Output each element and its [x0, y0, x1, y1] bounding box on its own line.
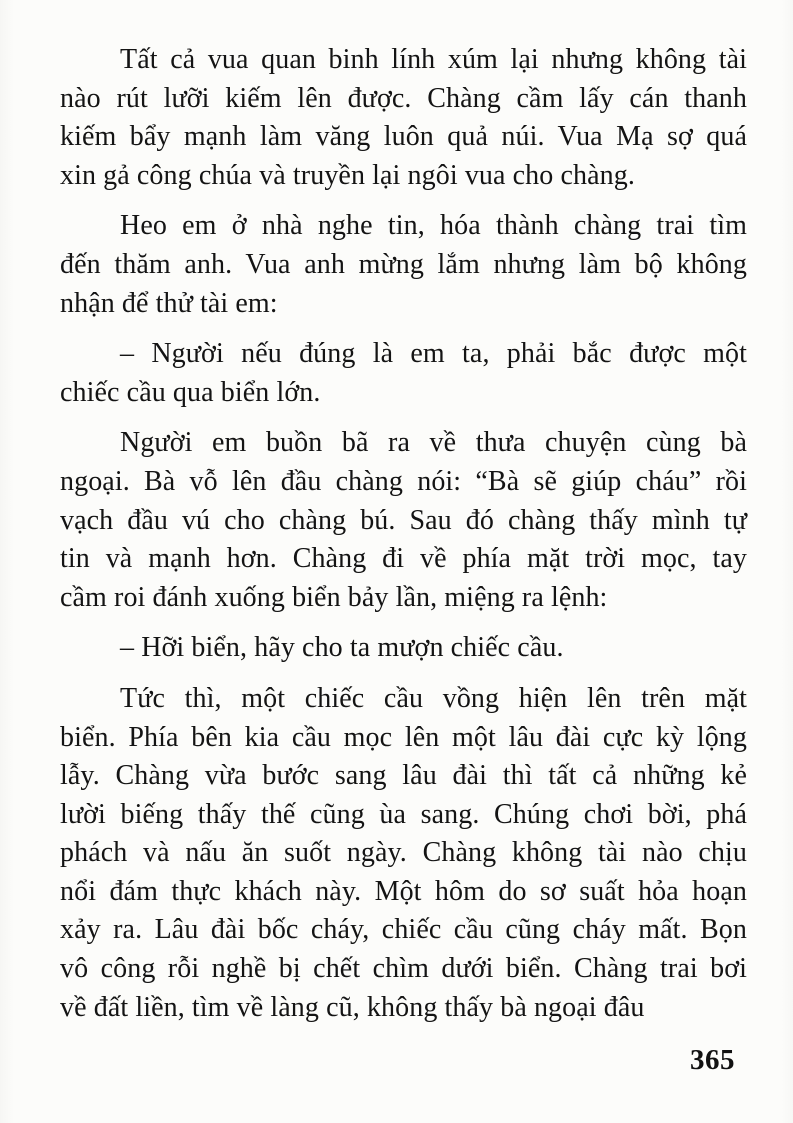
text-line: Heo em ở nhà nghe tin, hóa thành chàng trai tìm — [120, 210, 747, 242]
text-line: nào rút lưỡi kiếm lên được. Chàng cầm lấy cán thanh — [60, 82, 747, 114]
text-line: chiếc cầu qua biển lớn. — [60, 376, 321, 408]
paragraph — [60, 335, 747, 412]
text-line: kiếm bẩy mạnh làm văng luôn quả núi. Vua Mạ sợ quá — [60, 121, 747, 153]
text-line: nổi đám thực khách này. Một hôm do sơ suất hỏa hoạn — [60, 875, 747, 907]
text-line: xảy ra. Lâu đài bốc cháy, chiếc cầu cũng cháy mất. Bọn — [60, 914, 747, 946]
paragraph — [60, 207, 747, 323]
text-line: ngoại. Bà vỗ lên đầu chàng nói: “Bà sẽ giúp cháu” rồi — [60, 465, 747, 497]
text-line: vô công rỗi nghề bị chết chìm dưới biển. Chàng trai bơi — [60, 953, 747, 985]
text-line: lười biếng thấy thế cũng ùa sang. Chúng chơi bời, phá — [60, 798, 747, 830]
text-line: Tức thì, một chiếc cầu vồng hiện lên trên mặt — [120, 682, 747, 714]
text-line: – Người nếu đúng là em ta, phải bắc được một — [120, 338, 747, 370]
text-line: – Hỡi biển, hãy cho ta mượn chiếc cầu. — [120, 632, 564, 664]
text-line: đến thăm anh. Vua anh mừng lắm nhưng làm bộ không — [60, 248, 747, 280]
paragraph — [60, 41, 747, 195]
text-line: tin và mạnh hơn. Chàng đi về phía mặt trời mọc, tay — [60, 543, 747, 575]
text-line: lẫy. Chàng vừa bước sang lâu đài thì tất cả những kẻ — [60, 760, 747, 792]
text-line: Tất cả vua quan binh lính xúm lại nhưng không tài — [120, 44, 747, 75]
paragraph — [60, 680, 747, 1027]
text-line: về đất liền, tìm về làng cũ, không thấy bà ngoại đâu — [60, 991, 645, 1023]
text-line: biển. Phía bên kia cầu mọc lên một lâu đài cực kỳ lộng — [60, 721, 747, 753]
paragraph — [60, 424, 747, 617]
story-text — [60, 41, 747, 1027]
text-line: phách và nấu ăn suốt ngày. Chàng không tài nào chịu — [60, 837, 747, 869]
text-line: nhận để thử tài em: — [60, 287, 278, 319]
text-line: Người em buồn bã ra về thưa chuyện cùng bà — [120, 427, 747, 459]
text-line: xin gả công chúa và truyền lại ngôi vua cho chàng. — [60, 159, 635, 191]
text-line: vạch đầu vú cho chàng bú. Sau đó chàng thấy mình tự — [60, 504, 747, 536]
paragraph — [60, 629, 747, 668]
page-number: 365 — [690, 1044, 735, 1076]
text-line: cầm roi đánh xuống biển bảy lần, miệng ra lệnh: — [60, 581, 608, 613]
